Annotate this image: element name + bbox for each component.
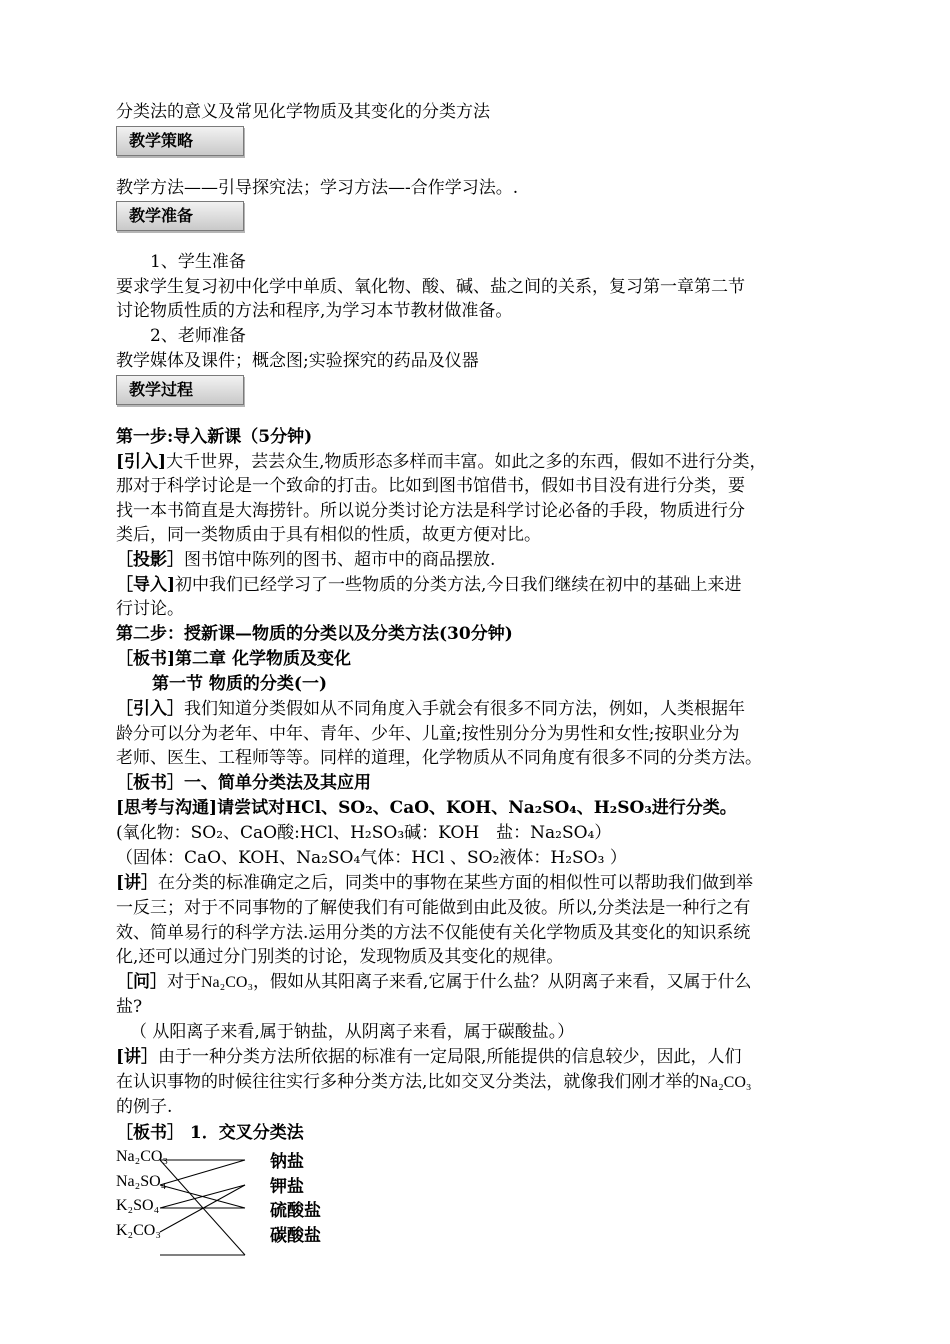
paragraph-line: 行讨论。 (116, 599, 184, 619)
step2-title: 第二步：授新课—物质的分类以及分类方法(30分钟) (116, 624, 513, 644)
banshu-method: ［板书］一、简单分类法及其应用 (116, 773, 371, 793)
paragraph-line: 一反三；对于不同事物的了解使我们有可能做到由此及彼。所以,分类法是一种行之有 (116, 898, 751, 918)
text-span: 在分类的标准确定之后，同类中的事物在某些方面的相似性可以帮助我们做到举 (158, 873, 754, 893)
student-prep-line: 讨论物质性质的方法和程序,为学习本节教材做准备。 (116, 301, 513, 321)
text-span: 在认识事物的时候往往实行多种分类方法,比如交叉分类法，就像我们刚才举的 (116, 1072, 700, 1092)
teacher-prep-title: 2、老师准备 (150, 326, 246, 346)
label-jiang: [讲］ (116, 873, 159, 893)
teacher-prep-line: 教学媒体及课件；概念图;实验探究的药品及仪器 (116, 351, 479, 371)
label-yinru: ［引入］ (116, 699, 184, 719)
answer-line: (氧化物：SO₂、CaO酸:HCl、H₂SO₃碱：KOH 盐：Na₂SO₄） (116, 823, 612, 843)
student-prep-title: 1、学生准备 (150, 252, 246, 272)
text-span: ，假如从其阳离子来看,它属于什么盐？从阴离子来看，又属于什么 (253, 972, 752, 992)
text-span: 由于一种分类方法所依据的标准有一定局限,所能提供的信息较少，因此，人们 (158, 1047, 742, 1067)
banshu-cross: ［板书］ 1．交叉分类法 (116, 1123, 304, 1143)
section-header-strategy: 教学策略 (116, 126, 244, 156)
text-span: 图书馆中陈列的图书、超市中的商品摆放. (184, 550, 496, 570)
paragraph-line: 盐? (116, 997, 143, 1017)
text-span: 对于 (167, 972, 201, 992)
label-wen: ［问］ (116, 972, 167, 992)
think-exchange: [思考与沟通]请尝试对HCl、SO₂、CaO、KOH、Na₂SO₄、H₂SO₃进行分类。 (116, 798, 737, 818)
banshu-chapter: ［板书]第二章 化学物质及变化 (116, 649, 351, 669)
paragraph-line: 龄分可以分为老年、中年、青年、少年、儿童;按性别分分为男性和女性;按职业分为 (116, 724, 740, 744)
compound-label: Na₂CO₃ (116, 1148, 169, 1165)
paragraph-line: 效、简单易行的科学方法.运用分类的方法不仅能使有关化学物质及其变化的知识系统 (116, 923, 751, 943)
paragraph-line: 类后，同一类物质由于具有相似的性质，故更方便对比。 (116, 525, 541, 545)
salt-label: 碳酸盐 (270, 1226, 321, 1246)
student-prep-line: 要求学生复习初中化学中单质、氧化物、酸、碱、盐之间的关系，复习第一章第二节 (116, 277, 745, 297)
answer-line: （固体：CaO、KOH、Na₂SO₄气体：HCl 、SO₂液体：H₂SO₃ ） (116, 848, 627, 868)
section-title: 第一节 物质的分类(一) (152, 674, 328, 694)
link-line (160, 1160, 245, 1185)
intro-line: 分类法的意义及常见化学物质及其变化的分类方法 (116, 102, 490, 122)
label-yinru: [引入] (116, 452, 167, 472)
salt-label: 钠盐 (270, 1152, 304, 1172)
text-span: 大千世界，芸芸众生,物质形态多样而丰富。如此之多的东西，假如不进行分类， (166, 452, 767, 472)
paragraph-line: 的例子. (116, 1097, 173, 1117)
compound-label: K₂SO₄ (116, 1197, 160, 1214)
label-daoru: ［导入] (116, 575, 176, 595)
text-span: 初中我们已经学习了一些物质的分类方法,今日我们继续在初中的基础上来进 (175, 575, 742, 595)
salt-label: 硫酸盐 (270, 1201, 321, 1221)
chem-formula: Na₂CO₃ (201, 974, 254, 991)
label-touying: ［投影］ (116, 550, 184, 570)
label-jiang: [讲］ (116, 1047, 159, 1067)
paragraph-line: 那对于科学讨论是一个致命的打击。比如到图书馆借书，假如书目没有进行分类，要 (116, 476, 745, 496)
step1-title: 第一步:导入新课（5分钟) (116, 427, 313, 447)
compound-label: Na₂SO₄ (116, 1173, 167, 1190)
answer-line: （ 从阳离子来看,属于钠盐，从阴离子来看，属于碳酸盐。） (130, 1022, 575, 1042)
chem-formula: Na₂CO₃ (699, 1074, 752, 1091)
text-span: 我们知道分类假如从不同角度入手就会有很多不同方法，例如，人类根据年 (184, 699, 745, 719)
paragraph-line: 化,还可以通过分门别类的讨论，发现物质及其变化的规律。 (116, 947, 564, 967)
compound-label: K₂CO₃ (116, 1222, 161, 1239)
strategy-text: 教学方法——引导探究法；学习方法—-合作学习法。. (116, 178, 519, 198)
section-header-process: 教学过程 (116, 375, 244, 405)
paragraph-line: 找一本书简直是大海捞针。所以说分类讨论方法是科学讨论必备的手段，物质进行分 (116, 501, 745, 521)
paragraph-line: 老师、医生、工程师等等。同样的道理，化学物质从不同角度有很多不同的分类方法。 (116, 748, 762, 768)
section-header-prep: 教学准备 (116, 201, 244, 231)
salt-label: 钾盐 (270, 1177, 304, 1197)
